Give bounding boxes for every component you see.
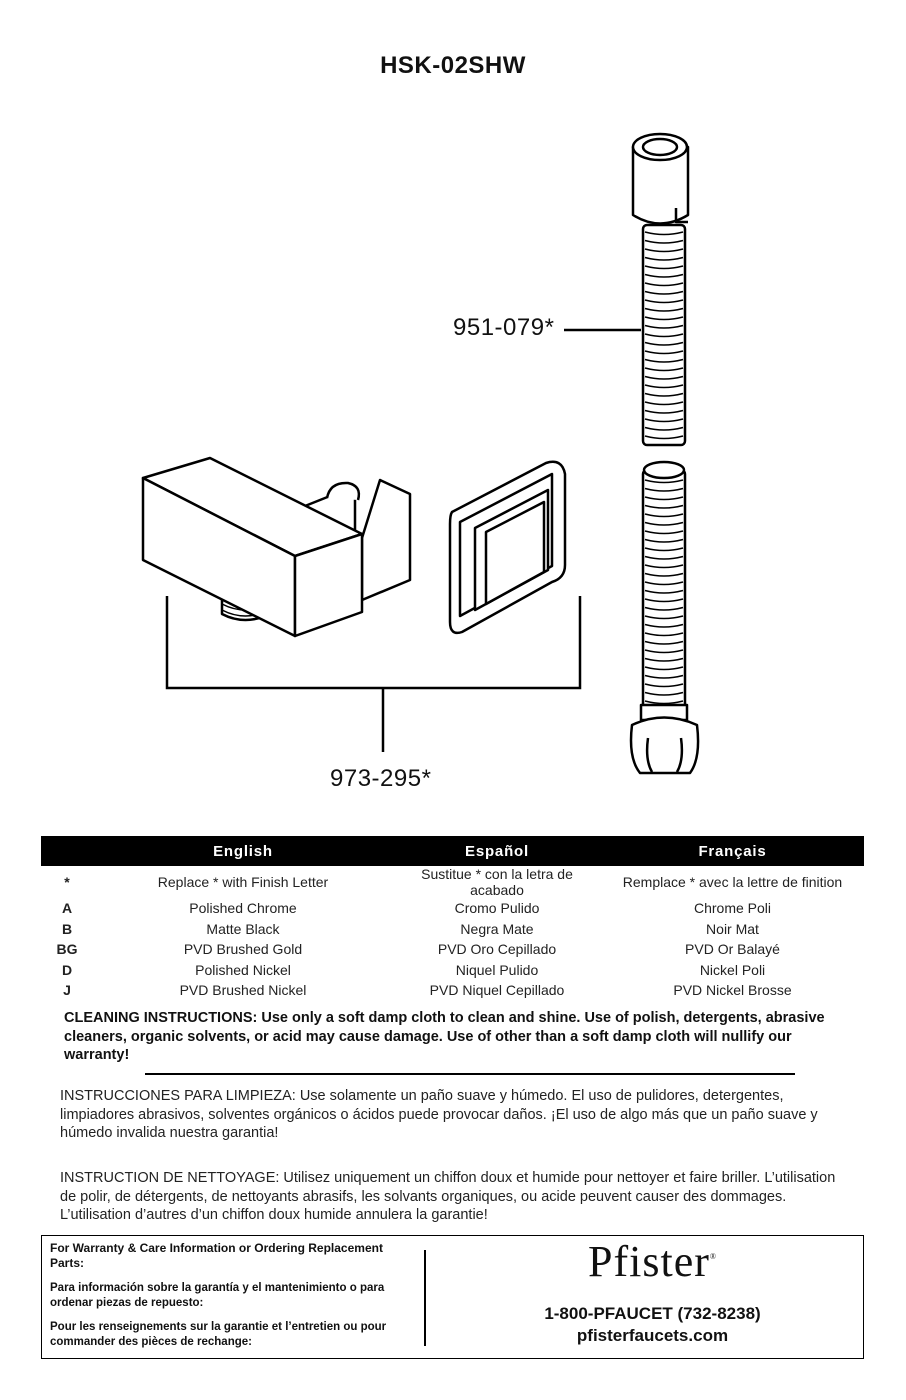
document-title: HSK-02SHW [380,52,526,79]
finish-en: PVD Brushed Gold [183,941,303,958]
footer-divider [424,1250,426,1346]
pfister-logo [440,1236,865,1287]
finish-es: Negra Mate [460,920,534,937]
finish-en: PVD Brushed Nickel [179,982,307,999]
finish-fr: PVD Or Balayé [685,941,780,958]
website-link[interactable]: pfisterfaucets.com [576,1326,729,1345]
finish-en: Replace * with Finish Letter [157,874,329,890]
table-row [41,919,864,940]
finish-es: Sustitue * con la letra de acabado [421,866,573,898]
finish-en: Polished Nickel [195,961,291,978]
wall-connector [143,458,410,636]
brand-name: Pfister [588,1237,710,1286]
escutcheon-plate [450,462,565,633]
finish-fr: Noir Mat [706,920,759,937]
finish-es: Cromo Pulido [454,900,540,917]
finish-es: PVD Oro Cepillado [437,941,557,958]
cleaning-instructions-en: CLEANING INSTRUCTIONS: Use only a soft damp cloth to clean and shine. Use of polish, detergents, abrasive cleaners, organic solvents, or acid may cause damage. Use of other than a soft damp cloth will nullify our warranty! [64,1010,825,1063]
table-row [41,960,864,981]
finish-code: * [64,874,70,890]
divider [145,1073,795,1075]
table-row [41,866,864,898]
header-english: English [93,836,393,866]
finish-fr: Nickel Poli [699,961,766,978]
hose-lower-nut [631,705,698,773]
cleaning-instructions-fr: INSTRUCTION DE NETTOYAGE: Utilisez uniquement un chiffon doux et humide pour nettoyer et faire briller. L’utilisation de polir, de détergents, de nettoyants abrasifs, les solvants organiques, ou acide peuvent causer des dommages. L’utilisation d’autres d’un chiffon doux humide annulera la garantie! [60,1170,836,1223]
cleaning-instructions-es: INSTRUCCIONES PARA LIMPIEZA: Use solamente un paño suave y húmedo. El uso de pulidores, detergentes, limpiadores abrasivos, solventes orgánicos o ácidos puede provocar daños. ¡El uso de algo más que un paño suave y húmedo invalida nuestra garantia! [60,1088,818,1141]
finish-code: D [61,961,73,978]
table-row [41,939,864,960]
finish-code: BG [56,941,78,958]
header-spanish: Español [393,836,601,866]
phone-number: 1-800-PFAUCET (732-8238) [544,1304,761,1323]
hose-upper-nut [633,134,688,224]
finish-en: Polished Chrome [189,900,297,917]
warranty-text-en: For Warranty & Care Information or Ordering Replacement Parts: [50,1241,383,1270]
warranty-text-fr: Pour les renseignements sur la garantie et l’entretien ou pour commander des pièces de rechange: [50,1321,387,1348]
finish-es: PVD Niquel Cepillado [429,982,565,999]
finish-table [41,836,864,1001]
table-row [41,898,864,919]
hose-lower-section [643,462,685,710]
finish-code: B [61,920,73,937]
hose-upper-section [643,225,685,445]
header-code [41,836,93,866]
finish-code: A [61,900,73,917]
finish-code: J [63,982,71,999]
warranty-text-es: Para información sobre la garantía y el mantenimiento o para ordenar piezas de repuesto: [50,1282,385,1309]
finish-fr: Remplace * avec la lettre de finition [622,874,843,890]
kit-part-number: 973-295* [330,765,432,792]
trademark-symbol: ® [709,1252,717,1261]
finish-fr: PVD Nickel Brosse [673,982,792,999]
table-row [41,980,864,1001]
hose-part-number: 951-079* [453,314,555,341]
finish-fr: Chrome Poli [693,900,772,917]
table-header-row [41,836,864,866]
header-french: Français [601,836,864,866]
finish-en: Matte Black [206,920,280,937]
finish-es: Niquel Pulido [455,961,539,978]
warranty-footer [41,1235,864,1359]
